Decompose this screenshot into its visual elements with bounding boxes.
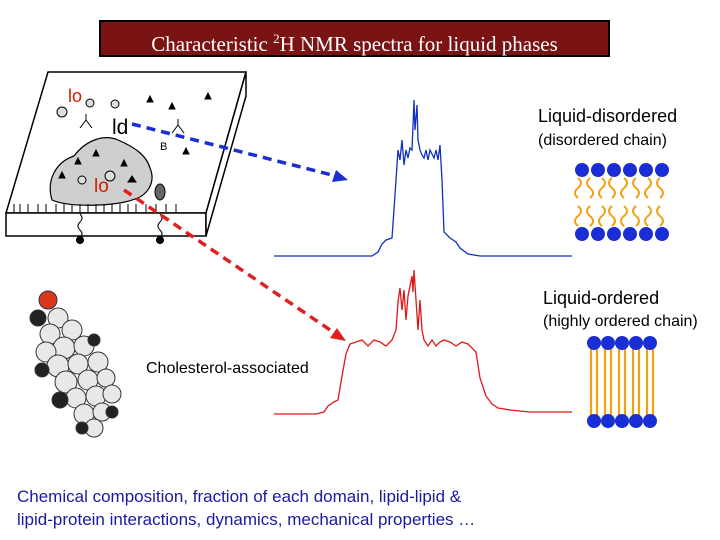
ld-phase-name: Liquid-disordered bbox=[538, 106, 678, 126]
title-prefix: Characteristic bbox=[151, 32, 274, 56]
lo-domain-label: lo bbox=[94, 176, 109, 197]
cholesterol-molecule bbox=[30, 291, 121, 437]
membrane-schematic bbox=[6, 72, 246, 244]
b-label: B bbox=[160, 141, 168, 153]
footer-line-2: lipid-protein interactions, dynamics, mechanical properties … bbox=[17, 510, 476, 529]
ordered-lipids-icon bbox=[587, 336, 657, 428]
footer-line-1: Chemical composition, fraction of each domain, lipid-lipid & bbox=[17, 487, 462, 506]
cholesterol-label: Cholesterol-associated bbox=[146, 360, 309, 377]
ld-phase-sub: (disordered chain) bbox=[538, 132, 667, 149]
disordered-lipids-icon bbox=[575, 163, 669, 241]
lo-phase-sub: (highly ordered chain) bbox=[543, 313, 698, 330]
title-sup: 2 bbox=[273, 31, 280, 46]
lo-nmr-spectrum bbox=[274, 270, 572, 414]
lo-phase-name: Liquid-ordered bbox=[543, 288, 660, 308]
title-suffix: H NMR spectra for liquid phases bbox=[279, 32, 558, 56]
lo-top-label: lo bbox=[68, 86, 83, 106]
ld-label: ld bbox=[112, 116, 129, 139]
ld-nmr-spectrum bbox=[274, 100, 572, 256]
